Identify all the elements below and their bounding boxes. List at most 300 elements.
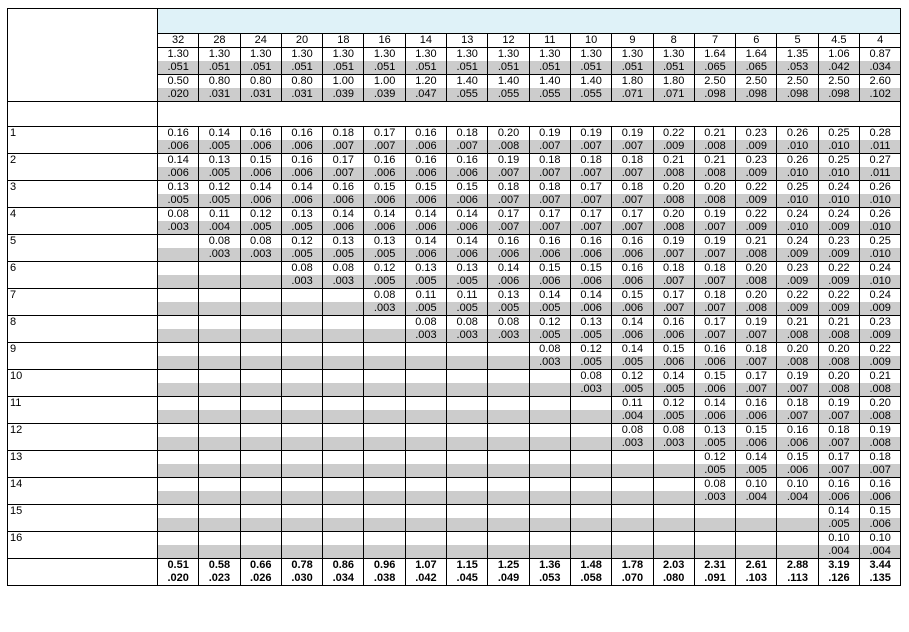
value-cell bbox=[323, 545, 364, 559]
value-cell: .005 bbox=[364, 275, 405, 289]
value-cell: 1.80 bbox=[653, 75, 694, 89]
value-cell: .007 bbox=[777, 383, 818, 397]
value-cell bbox=[281, 302, 322, 316]
value-cell: 0.14 bbox=[653, 370, 694, 384]
value-cell: 0.08 bbox=[199, 235, 240, 249]
value-cell: .009 bbox=[818, 221, 859, 235]
value-cell: .006 bbox=[240, 140, 281, 154]
value-cell: .007 bbox=[529, 221, 570, 235]
value-cell: 0.14 bbox=[612, 343, 653, 357]
value-cell: .007 bbox=[736, 329, 777, 343]
value-cell: .098 bbox=[818, 88, 859, 102]
table-row bbox=[8, 505, 901, 519]
value-cell bbox=[281, 451, 322, 465]
value-cell bbox=[281, 545, 322, 559]
value-cell: .055 bbox=[447, 88, 488, 102]
value-cell bbox=[158, 248, 199, 262]
value-cell bbox=[199, 302, 240, 316]
totals-row bbox=[8, 559, 901, 573]
value-cell: 0.23 bbox=[818, 235, 859, 249]
value-cell bbox=[199, 289, 240, 303]
value-cell bbox=[364, 478, 405, 492]
value-cell: 0.15 bbox=[447, 181, 488, 195]
value-cell: 0.12 bbox=[570, 343, 611, 357]
value-cell bbox=[240, 262, 281, 276]
value-cell bbox=[158, 275, 199, 289]
value-cell: .034 bbox=[860, 61, 901, 75]
value-cell: 0.21 bbox=[653, 154, 694, 168]
value-cell bbox=[323, 383, 364, 397]
value-cell bbox=[199, 491, 240, 505]
value-cell: .065 bbox=[736, 61, 777, 75]
value-cell: .009 bbox=[653, 140, 694, 154]
value-cell: .006 bbox=[405, 194, 446, 208]
value-cell bbox=[323, 464, 364, 478]
value-cell: 0.23 bbox=[860, 316, 901, 330]
value-cell bbox=[612, 518, 653, 532]
value-cell: 0.24 bbox=[860, 289, 901, 303]
value-cell bbox=[488, 437, 529, 451]
value-cell: .011 bbox=[860, 167, 901, 181]
value-cell: .006 bbox=[405, 140, 446, 154]
value-cell: 0.24 bbox=[777, 235, 818, 249]
value-cell bbox=[281, 343, 322, 357]
value-cell: .003 bbox=[405, 329, 446, 343]
value-cell: 0.20 bbox=[694, 181, 735, 195]
value-cell bbox=[529, 383, 570, 397]
value-cell: 0.16 bbox=[405, 127, 446, 141]
value-cell: .006 bbox=[777, 464, 818, 478]
value-cell: .008 bbox=[818, 383, 859, 397]
value-cell: 0.50 bbox=[158, 75, 199, 89]
value-cell: .006 bbox=[777, 437, 818, 451]
value-cell: .008 bbox=[860, 383, 901, 397]
value-cell bbox=[447, 478, 488, 492]
value-cell: 0.18 bbox=[818, 424, 859, 438]
value-cell: .005 bbox=[570, 329, 611, 343]
value-cell: .007 bbox=[612, 221, 653, 235]
value-cell: 0.80 bbox=[281, 75, 322, 89]
value-cell: .007 bbox=[570, 167, 611, 181]
value-cell: 0.20 bbox=[777, 343, 818, 357]
total-cell: .030 bbox=[281, 572, 322, 586]
value-cell bbox=[323, 289, 364, 303]
value-cell: .008 bbox=[777, 356, 818, 370]
value-cell bbox=[488, 383, 529, 397]
value-cell: 0.22 bbox=[860, 343, 901, 357]
value-cell: 0.25 bbox=[818, 154, 859, 168]
header-banner bbox=[158, 9, 901, 34]
value-cell bbox=[447, 532, 488, 546]
value-cell: 0.19 bbox=[777, 370, 818, 384]
value-cell bbox=[529, 397, 570, 411]
value-cell: 0.12 bbox=[281, 235, 322, 249]
value-cell: .008 bbox=[653, 221, 694, 235]
value-cell: .005 bbox=[364, 248, 405, 262]
value-cell bbox=[405, 370, 446, 384]
value-cell: 0.16 bbox=[364, 154, 405, 168]
value-cell: .006 bbox=[447, 221, 488, 235]
value-cell: 0.14 bbox=[158, 154, 199, 168]
total-cell: .113 bbox=[777, 572, 818, 586]
value-cell: 0.08 bbox=[447, 316, 488, 330]
value-cell bbox=[323, 478, 364, 492]
value-cell bbox=[364, 518, 405, 532]
value-cell: 0.17 bbox=[736, 370, 777, 384]
value-cell bbox=[447, 397, 488, 411]
value-cell: .005 bbox=[240, 221, 281, 235]
value-cell bbox=[240, 532, 281, 546]
value-cell: 0.12 bbox=[199, 181, 240, 195]
column-header: 7 bbox=[694, 34, 735, 48]
value-cell: 1.00 bbox=[364, 75, 405, 89]
value-cell: .042 bbox=[818, 61, 859, 75]
value-cell bbox=[570, 532, 611, 546]
value-cell: .003 bbox=[447, 329, 488, 343]
value-cell: .005 bbox=[694, 464, 735, 478]
value-cell: 0.26 bbox=[777, 154, 818, 168]
value-cell: 0.16 bbox=[240, 127, 281, 141]
value-cell: .055 bbox=[529, 88, 570, 102]
value-cell: 0.15 bbox=[860, 505, 901, 519]
value-cell bbox=[240, 545, 281, 559]
value-cell bbox=[488, 356, 529, 370]
value-cell: .007 bbox=[736, 356, 777, 370]
value-cell: 0.18 bbox=[653, 262, 694, 276]
value-cell: .003 bbox=[323, 275, 364, 289]
value-cell bbox=[158, 491, 199, 505]
value-cell: 0.15 bbox=[694, 370, 735, 384]
value-cell: 0.13 bbox=[447, 262, 488, 276]
value-cell: .098 bbox=[777, 88, 818, 102]
value-cell: .009 bbox=[818, 302, 859, 316]
value-cell: .008 bbox=[736, 248, 777, 262]
value-cell: 1.30 bbox=[447, 48, 488, 62]
value-cell bbox=[405, 343, 446, 357]
value-cell: .005 bbox=[199, 140, 240, 154]
value-cell: .071 bbox=[612, 88, 653, 102]
value-cell bbox=[447, 518, 488, 532]
gap-row bbox=[8, 102, 901, 127]
value-cell bbox=[653, 518, 694, 532]
value-cell: 0.16 bbox=[281, 127, 322, 141]
value-cell: 1.40 bbox=[488, 75, 529, 89]
table-row bbox=[8, 127, 901, 141]
value-cell bbox=[364, 316, 405, 330]
total-cell: .034 bbox=[323, 572, 364, 586]
value-cell bbox=[570, 437, 611, 451]
value-cell: 0.11 bbox=[447, 289, 488, 303]
value-cell: .006 bbox=[736, 410, 777, 424]
value-cell: 0.15 bbox=[240, 154, 281, 168]
value-cell: .007 bbox=[694, 275, 735, 289]
value-cell: 0.20 bbox=[860, 397, 901, 411]
value-cell bbox=[364, 545, 405, 559]
value-cell bbox=[488, 478, 529, 492]
total-cell: 0.86 bbox=[323, 559, 364, 573]
value-cell: .007 bbox=[653, 248, 694, 262]
value-cell bbox=[364, 397, 405, 411]
value-cell: .010 bbox=[860, 194, 901, 208]
value-cell: .005 bbox=[612, 383, 653, 397]
value-cell: .007 bbox=[323, 140, 364, 154]
value-cell bbox=[405, 545, 446, 559]
total-cell: 1.25 bbox=[488, 559, 529, 573]
value-cell: 0.14 bbox=[447, 235, 488, 249]
value-cell: 0.14 bbox=[694, 397, 735, 411]
value-cell: .006 bbox=[570, 302, 611, 316]
value-cell: .004 bbox=[860, 545, 901, 559]
row-label: 16 bbox=[8, 532, 158, 559]
value-cell: 1.30 bbox=[612, 48, 653, 62]
value-cell bbox=[364, 410, 405, 424]
value-cell: .009 bbox=[736, 140, 777, 154]
value-cell bbox=[199, 356, 240, 370]
value-cell: .010 bbox=[777, 140, 818, 154]
value-cell bbox=[529, 451, 570, 465]
value-cell: 0.23 bbox=[736, 154, 777, 168]
value-cell: .006 bbox=[323, 194, 364, 208]
value-cell: 0.13 bbox=[694, 424, 735, 438]
total-cell: 1.78 bbox=[612, 559, 653, 573]
value-cell: .006 bbox=[447, 167, 488, 181]
value-cell: 0.14 bbox=[405, 235, 446, 249]
value-cell: 0.08 bbox=[488, 316, 529, 330]
value-cell: .007 bbox=[529, 194, 570, 208]
table-row bbox=[8, 451, 901, 465]
value-cell bbox=[405, 478, 446, 492]
value-cell: .003 bbox=[240, 248, 281, 262]
value-cell: 1.80 bbox=[612, 75, 653, 89]
column-header: 9 bbox=[612, 34, 653, 48]
value-cell: .006 bbox=[405, 167, 446, 181]
value-cell bbox=[529, 491, 570, 505]
value-cell bbox=[570, 464, 611, 478]
value-cell: .006 bbox=[653, 329, 694, 343]
value-cell: .007 bbox=[818, 437, 859, 451]
value-cell bbox=[653, 478, 694, 492]
total-cell: .103 bbox=[736, 572, 777, 586]
column-header: 16 bbox=[364, 34, 405, 48]
value-cell: 1.30 bbox=[323, 48, 364, 62]
value-cell bbox=[323, 518, 364, 532]
value-cell bbox=[653, 451, 694, 465]
value-cell: .051 bbox=[653, 61, 694, 75]
value-cell bbox=[158, 545, 199, 559]
value-cell: 1.30 bbox=[488, 48, 529, 62]
value-cell: .006 bbox=[860, 491, 901, 505]
value-cell: .006 bbox=[281, 140, 322, 154]
value-cell bbox=[405, 532, 446, 546]
value-cell bbox=[158, 424, 199, 438]
value-cell: .020 bbox=[158, 88, 199, 102]
value-cell bbox=[199, 451, 240, 465]
value-cell: .006 bbox=[405, 248, 446, 262]
value-cell bbox=[529, 464, 570, 478]
value-cell: .051 bbox=[364, 61, 405, 75]
value-cell: .007 bbox=[694, 221, 735, 235]
row-label: 7 bbox=[8, 289, 158, 316]
table-row bbox=[8, 532, 901, 546]
value-cell bbox=[240, 356, 281, 370]
value-cell bbox=[199, 397, 240, 411]
value-cell: 0.21 bbox=[777, 316, 818, 330]
value-cell: .051 bbox=[570, 61, 611, 75]
value-cell bbox=[240, 451, 281, 465]
value-cell bbox=[612, 464, 653, 478]
value-cell bbox=[529, 518, 570, 532]
value-cell: 0.16 bbox=[777, 424, 818, 438]
value-cell: 1.30 bbox=[570, 48, 611, 62]
value-cell: 0.19 bbox=[488, 154, 529, 168]
value-cell: .010 bbox=[818, 167, 859, 181]
value-cell: 0.19 bbox=[694, 208, 735, 222]
value-cell: 0.14 bbox=[240, 181, 281, 195]
value-cell: 0.10 bbox=[777, 478, 818, 492]
value-cell: 0.17 bbox=[694, 316, 735, 330]
total-cell: .080 bbox=[653, 572, 694, 586]
value-cell: .005 bbox=[694, 437, 735, 451]
value-cell: 0.19 bbox=[653, 235, 694, 249]
value-cell bbox=[158, 478, 199, 492]
value-cell: 0.13 bbox=[199, 154, 240, 168]
value-cell: 0.21 bbox=[694, 127, 735, 141]
table-row bbox=[8, 262, 901, 276]
value-cell bbox=[529, 424, 570, 438]
value-cell: .007 bbox=[612, 194, 653, 208]
value-cell: .010 bbox=[777, 221, 818, 235]
value-cell: 0.14 bbox=[736, 451, 777, 465]
value-cell bbox=[447, 370, 488, 384]
value-cell bbox=[447, 424, 488, 438]
value-cell bbox=[199, 437, 240, 451]
value-cell: .004 bbox=[818, 545, 859, 559]
value-cell: .006 bbox=[240, 167, 281, 181]
value-cell bbox=[364, 356, 405, 370]
value-cell: 0.13 bbox=[281, 208, 322, 222]
value-cell bbox=[158, 505, 199, 519]
value-cell: .003 bbox=[653, 437, 694, 451]
value-cell bbox=[323, 356, 364, 370]
value-cell: .005 bbox=[529, 329, 570, 343]
value-cell: .098 bbox=[736, 88, 777, 102]
value-cell: .006 bbox=[736, 437, 777, 451]
value-cell bbox=[158, 262, 199, 276]
value-cell bbox=[240, 437, 281, 451]
value-cell bbox=[364, 505, 405, 519]
total-cell: 0.51 bbox=[158, 559, 199, 573]
value-cell: 1.30 bbox=[158, 48, 199, 62]
value-cell: .005 bbox=[447, 275, 488, 289]
value-cell: 0.15 bbox=[570, 262, 611, 276]
value-cell bbox=[199, 316, 240, 330]
value-cell: 0.17 bbox=[612, 208, 653, 222]
value-cell bbox=[694, 545, 735, 559]
value-cell bbox=[529, 532, 570, 546]
value-cell: .039 bbox=[323, 88, 364, 102]
value-cell bbox=[405, 491, 446, 505]
value-cell bbox=[488, 491, 529, 505]
value-cell bbox=[405, 518, 446, 532]
value-cell bbox=[281, 329, 322, 343]
value-cell: .008 bbox=[488, 140, 529, 154]
value-cell: .006 bbox=[281, 167, 322, 181]
value-cell: .051 bbox=[488, 61, 529, 75]
value-cell: 1.40 bbox=[529, 75, 570, 89]
value-cell: 0.15 bbox=[529, 262, 570, 276]
value-cell: .009 bbox=[777, 275, 818, 289]
value-cell: .005 bbox=[653, 410, 694, 424]
value-cell: .003 bbox=[570, 383, 611, 397]
value-cell: 0.18 bbox=[736, 343, 777, 357]
value-cell bbox=[405, 505, 446, 519]
value-cell bbox=[199, 424, 240, 438]
value-cell: .004 bbox=[199, 221, 240, 235]
value-cell: 0.20 bbox=[488, 127, 529, 141]
total-cell: .070 bbox=[612, 572, 653, 586]
value-cell bbox=[736, 518, 777, 532]
value-cell: .005 bbox=[199, 194, 240, 208]
value-cell bbox=[488, 451, 529, 465]
value-cell: .007 bbox=[323, 167, 364, 181]
value-cell: 0.19 bbox=[860, 424, 901, 438]
value-cell bbox=[323, 316, 364, 330]
value-cell: 0.22 bbox=[818, 262, 859, 276]
value-cell bbox=[281, 410, 322, 424]
table-row bbox=[8, 397, 901, 411]
value-cell bbox=[199, 275, 240, 289]
value-cell bbox=[653, 491, 694, 505]
value-cell: .008 bbox=[818, 329, 859, 343]
value-cell bbox=[364, 343, 405, 357]
value-cell bbox=[694, 505, 735, 519]
value-cell: .007 bbox=[488, 167, 529, 181]
value-cell: 0.08 bbox=[405, 316, 446, 330]
value-cell bbox=[323, 397, 364, 411]
value-cell: 0.13 bbox=[570, 316, 611, 330]
value-cell: .007 bbox=[570, 221, 611, 235]
value-cell bbox=[364, 451, 405, 465]
value-cell: 1.40 bbox=[447, 75, 488, 89]
value-cell: .010 bbox=[777, 167, 818, 181]
value-cell: 0.20 bbox=[736, 262, 777, 276]
value-cell: .009 bbox=[777, 302, 818, 316]
value-cell: 0.13 bbox=[405, 262, 446, 276]
value-cell: .006 bbox=[612, 275, 653, 289]
value-cell bbox=[199, 383, 240, 397]
value-cell bbox=[240, 289, 281, 303]
value-cell: 0.12 bbox=[653, 397, 694, 411]
value-cell: 0.11 bbox=[612, 397, 653, 411]
value-cell: .006 bbox=[158, 167, 199, 181]
value-cell: .010 bbox=[777, 194, 818, 208]
value-cell bbox=[570, 410, 611, 424]
value-cell: 0.80 bbox=[240, 75, 281, 89]
value-cell: .003 bbox=[199, 248, 240, 262]
value-cell: .098 bbox=[694, 88, 735, 102]
value-cell: .003 bbox=[529, 356, 570, 370]
value-cell: 2.50 bbox=[777, 75, 818, 89]
value-cell bbox=[364, 532, 405, 546]
value-cell: 0.18 bbox=[323, 127, 364, 141]
value-cell: 0.26 bbox=[860, 181, 901, 195]
value-cell bbox=[529, 370, 570, 384]
corner-cell bbox=[8, 9, 158, 102]
value-cell: .009 bbox=[860, 302, 901, 316]
value-cell: 1.06 bbox=[818, 48, 859, 62]
value-cell: 1.30 bbox=[653, 48, 694, 62]
value-cell: .005 bbox=[529, 302, 570, 316]
